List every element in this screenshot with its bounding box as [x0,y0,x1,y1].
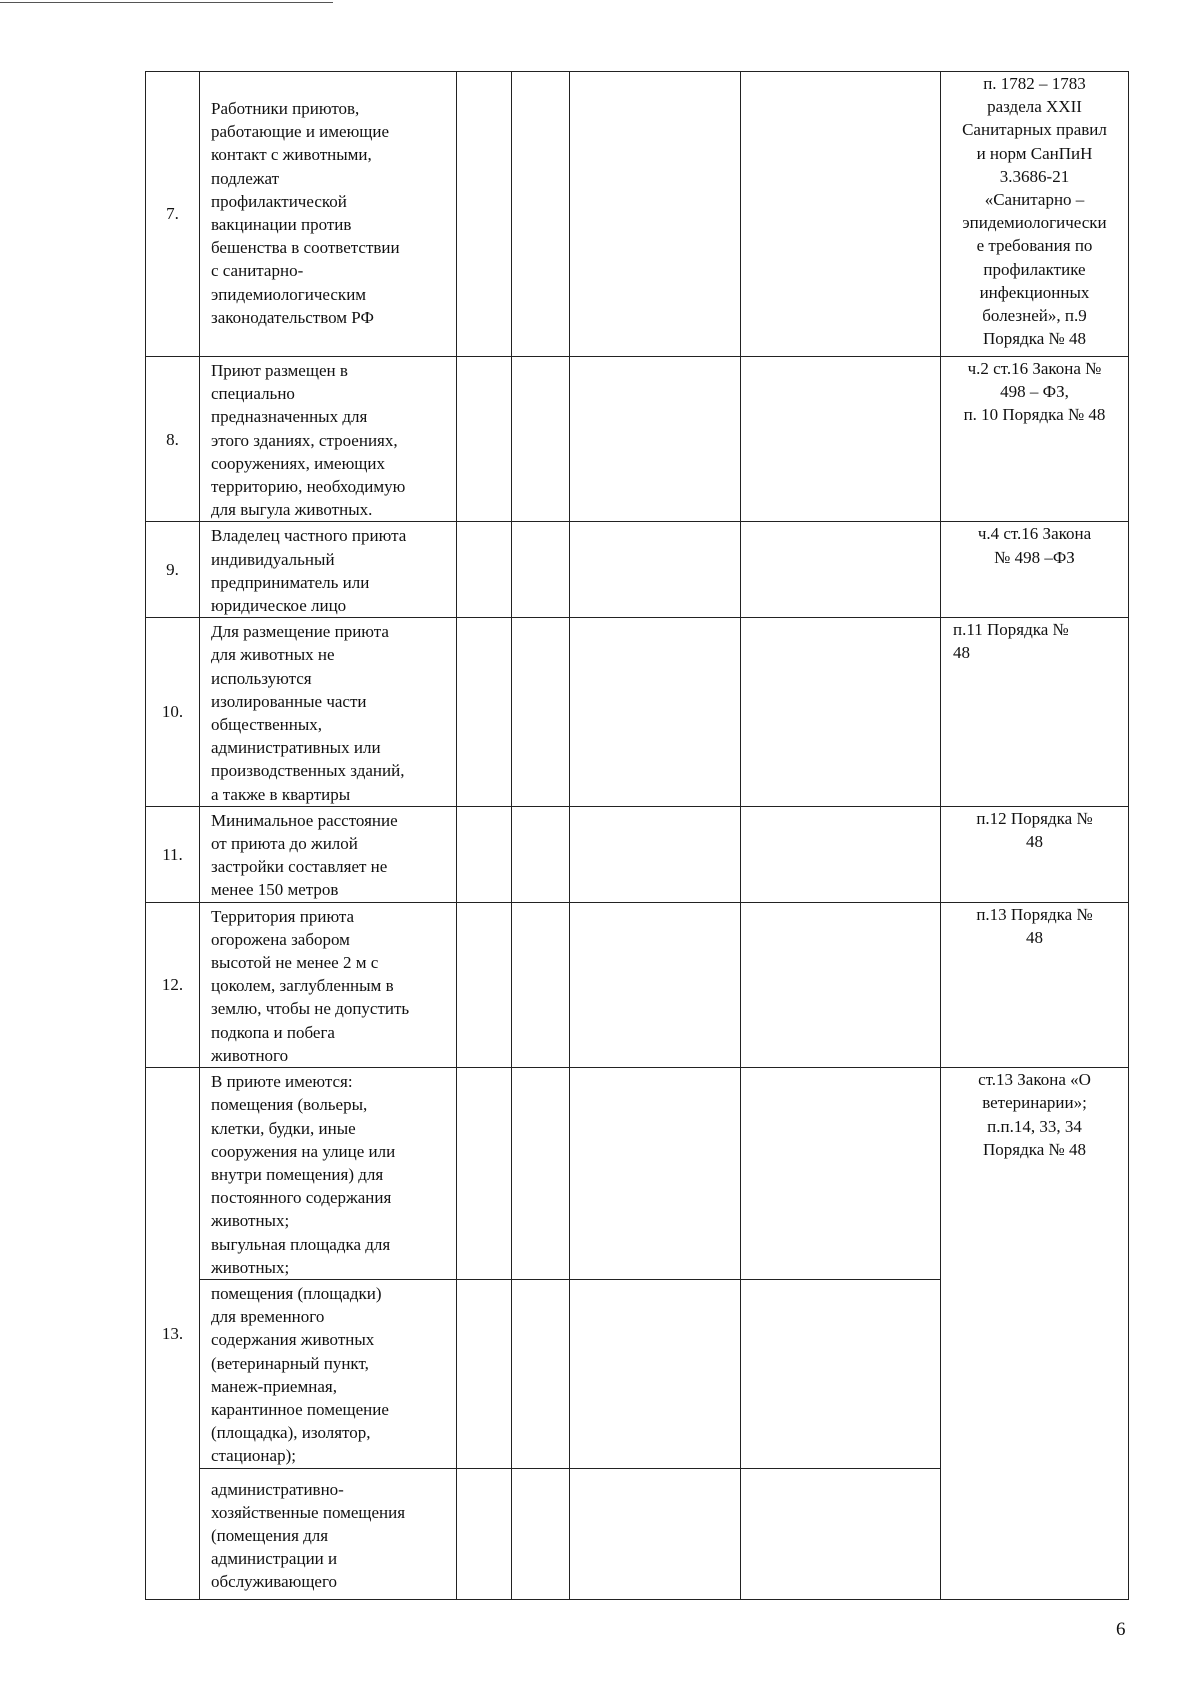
table-row [146,1068,1129,1280]
answer-yes-cell[interactable] [457,1468,512,1599]
requirement-cell [200,806,457,902]
requirement-text: Территория приюта огорожена забором высотой не менее 2 м с цоколем, заглубленным в землю, чтобы не допустить подкопа и побега животного [211,906,410,1065]
row-number: 8. [146,357,200,522]
answer-no-cell[interactable] [512,1068,570,1280]
row-number: 7. [146,72,200,357]
row-number: 13. [146,1068,200,1599]
reference-cell [941,1068,1129,1599]
requirement-cell [200,618,457,807]
answer-na-cell[interactable] [570,1068,741,1280]
table-row [146,806,1129,902]
answer-yes-cell[interactable] [457,1068,512,1280]
reference-cell [941,806,1129,902]
answer-na-cell[interactable] [570,902,741,1067]
requirement-cell [200,72,457,357]
reference-text: ч.4 ст.16 Закона № 498 –ФЗ [977,524,1092,567]
requirement-cell [200,1068,457,1280]
page-number: 6 [1116,1619,1126,1640]
answer-na-cell[interactable] [570,357,741,522]
answer-yes-cell[interactable] [457,902,512,1067]
answer-yes-cell[interactable] [457,72,512,357]
answer-yes-cell[interactable] [457,618,512,807]
requirement-cell [200,1468,457,1599]
answer-yes-cell[interactable] [457,1279,512,1468]
requirement-text: Для размещение приюта для животных не используются изолированные части общественных, административных или производственных зданий, а также в квартиры [211,622,405,804]
row-number: 11. [146,806,200,902]
answer-no-cell[interactable] [512,1279,570,1468]
answer-na-cell[interactable] [570,1468,741,1599]
answer-no-cell[interactable] [512,618,570,807]
requirement-text: административно- хозяйственные помещения (помещения для администрации и обслуживающего [211,1479,406,1592]
answer-na-cell[interactable] [570,1279,741,1468]
note-cell[interactable] [741,1068,941,1280]
reference-text: п. 1782 – 1783 раздела XXII Санитарных правил и норм СанПиН 3.3686-21 «Санитарно – эпидемиологически е требования по профилактике инфекционных болезней», п.9 Порядка № 48 [962,74,1107,349]
reference-text: п.11 Порядка № 48 [953,620,1069,663]
answer-na-cell[interactable] [570,806,741,902]
answer-na-cell[interactable] [570,618,741,807]
note-cell[interactable] [741,357,941,522]
row-number: 9. [146,522,200,618]
table-row [146,522,1129,618]
answer-no-cell[interactable] [512,902,570,1067]
top-rule [0,2,333,3]
reference-text: п.13 Порядка № 48 [976,904,1093,947]
table-row [146,357,1129,522]
note-cell[interactable] [741,902,941,1067]
requirement-text: Владелец частного приюта индивидуальный предприниматель или юридическое лицо [211,526,407,616]
reference-cell [941,902,1129,1067]
requirement-text: Работники приютов, работающие и имеющие контакт с животными, подлежат профилактической вакцинации против бешенства в соответствии с санитарно- эпидемиологическим законодательством РФ [211,99,400,327]
reference-cell [941,522,1129,618]
answer-no-cell[interactable] [512,522,570,618]
answer-no-cell[interactable] [512,806,570,902]
requirement-cell [200,1279,457,1468]
reference-text: ст.13 Закона «О ветеринарии»; п.п.14, 33, 34 Порядка № 48 [978,1070,1091,1159]
requirement-text: Минимальное расстояние от приюта до жилой застройки составляет не менее 150 метров [211,810,398,900]
answer-yes-cell[interactable] [457,522,512,618]
note-cell[interactable] [741,522,941,618]
reference-text: ч.2 ст.16 Закона № 498 – ФЗ, п. 10 Порядка № 48 [963,359,1106,425]
answer-yes-cell[interactable] [457,357,512,522]
reference-text: п.12 Порядка № 48 [976,808,1093,852]
note-cell[interactable] [741,618,941,807]
reference-cell [941,357,1129,522]
answer-yes-cell[interactable] [457,806,512,902]
requirement-cell [200,522,457,618]
note-cell[interactable] [741,1279,941,1468]
checklist-table [145,71,1129,1600]
answer-na-cell[interactable] [570,72,741,357]
reference-cell [941,72,1129,357]
answer-no-cell[interactable] [512,72,570,357]
requirement-text: помещения (площадки) для временного содержания животных (ветеринарный пункт, манеж-приемная, карантинное помещение (площадка), изолятор, стационар); [211,1283,389,1466]
note-cell[interactable] [741,806,941,902]
row-number: 10. [146,618,200,807]
answer-na-cell[interactable] [570,522,741,618]
reference-cell [941,618,1129,807]
table-row [146,902,1129,1067]
table-row [146,72,1129,357]
note-cell[interactable] [741,72,941,357]
requirement-text: В приюте имеются: помещения (вольеры, клетки, будки, иные сооружения на улице или внутри помещения) для постоянного содержания животных; выгульная площадка для животных; [211,1072,396,1277]
answer-no-cell[interactable] [512,357,570,522]
table-row [146,618,1129,807]
requirement-text: Приют размещен в специально предназначенных для этого зданиях, строениях, сооружениях, имеющих территорию, необходимую для выгула животных. [211,361,406,520]
requirement-cell [200,902,457,1067]
row-number: 12. [146,902,200,1067]
requirement-cell [200,357,457,522]
answer-no-cell[interactable] [512,1468,570,1599]
note-cell[interactable] [741,1468,941,1599]
